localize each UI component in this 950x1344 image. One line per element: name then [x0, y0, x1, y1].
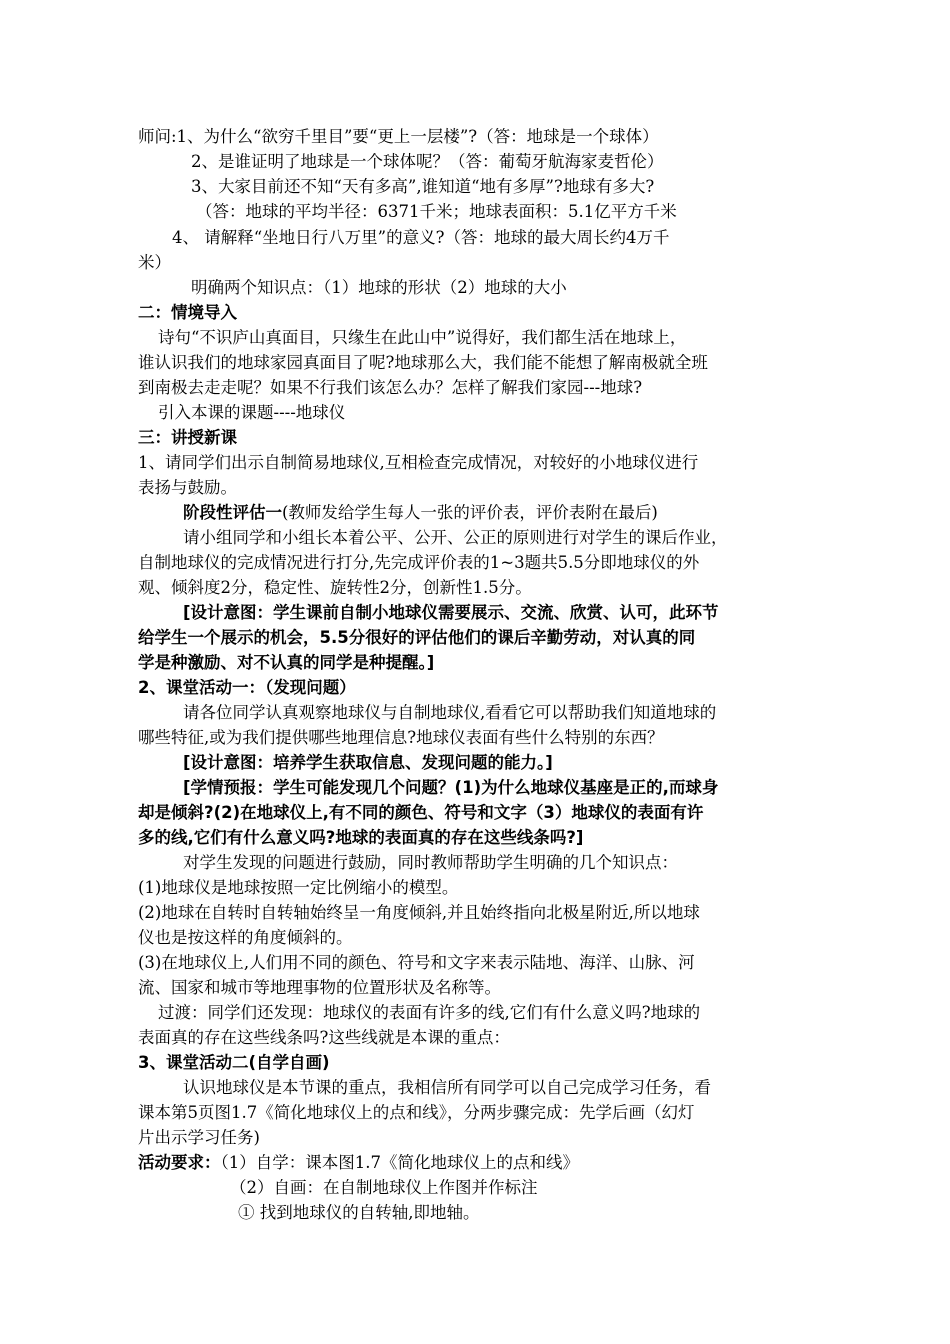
text-line: 请各位同学认真观察地球仪与自制地球仪,看看它可以帮助我们知道地球的	[183, 703, 717, 722]
design-intent: [设计意图：学生课前自制小地球仪需要展示、交流、欣赏、认可，此环节	[183, 603, 719, 622]
text-line: 仪也是按这样的角度倾斜的。	[138, 928, 353, 947]
text-line: 4、 请解释“坐地日行八万里”的意义?（答：地球的最大周长约4万千	[172, 228, 670, 247]
text-line: 2、是谁证明了地球是一个球体呢？（答：葡萄牙航海家麦哲伦）	[191, 152, 664, 171]
activity-step: （1）自学：课本图1.7《简化地球仪上的点和线》	[220, 1153, 579, 1172]
section-heading: 二：情境导入	[138, 303, 237, 322]
text-line: 明确两个知识点：（1）地球的形状（2）地球的大小	[191, 278, 567, 297]
learning-forecast: [学情预报：学生可能发现几个问题？(1)为什么地球仪基座是正的,而球身	[183, 778, 719, 797]
section-heading: 3、课堂活动二(自学自画)	[138, 1053, 330, 1072]
text-line: (2)地球在自转时自转轴始终呈一角度倾斜,并且始终指向北极星附近,所以地球	[138, 903, 700, 922]
text-line: 谁认识我们的地球家园真面目了呢?地球那么大，我们能不能想了解南极就全班	[138, 353, 708, 372]
text-line: (3)在地球仪上,人们用不同的颜色、符号和文字来表示陆地、海洋、山脉、河	[138, 953, 695, 972]
text-line: 引入本课的课题----地球仪	[158, 403, 346, 422]
text-line: 认识地球仪是本节课的重点，我相信所有同学可以自己完成学习任务，看	[183, 1078, 711, 1097]
text-line: 1、请同学们出示自制简易地球仪,互相检查完成情况，对较好的小地球仪进行	[138, 453, 699, 472]
learning-forecast: 却是倾斜?(2)在地球仪上,有不同的颜色、符号和文字（3）地球仪的表面有许	[138, 803, 704, 822]
design-intent: 给学生一个展示的机会，5.5分很好的评估他们的课后辛勤劳动，对认真的同	[138, 628, 696, 647]
section-heading: 2、课堂活动一：（发现问题）	[138, 678, 356, 697]
text-line: 请小组同学和小组长本着公平、公开、公正的原则进行对学生的课后作业，	[183, 528, 728, 547]
stage-evaluation-label: 阶段性评估一	[183, 503, 282, 522]
text-line: 表面真的存在这些线条吗?这些线就是本课的重点：	[138, 1028, 510, 1047]
section-heading: 三：讲授新课	[138, 428, 237, 447]
stage-evaluation-line	[183, 502, 658, 526]
text-line: 观、倾斜度2分，稳定性、旋转性2分，创新性1.5分。	[138, 578, 532, 597]
learning-forecast: 多的线,它们有什么意义吗?地球的表面真的存在这些线条吗?]	[138, 828, 584, 847]
text-line: 米）	[138, 253, 171, 272]
text-line: 片出示学习任务)	[138, 1128, 260, 1147]
text-line: 师问:1、为什么“欲穷千里目”要“更上一层楼”?（答：地球是一个球体）	[138, 127, 659, 146]
activity-step: ① 找到地球仪的自转轴,即地轴。	[238, 1203, 480, 1222]
text-line: 到南极去走走呢？如果不行我们该怎么办？怎样了解我们家园---地球?	[138, 378, 643, 397]
activity-step: （2）自画：在自制地球仪上作图并作标注	[230, 1178, 538, 1197]
text-line: 哪些特征,或为我们提供哪些地理信息?地球仪表面有些什么特别的东西？	[138, 728, 664, 747]
text-line: 课本第5页图1.7《简化地球仪上的点和线》，分两步骤完成：先学后画（幻灯	[138, 1103, 695, 1122]
text-line: 3、大家目前还不知“天有多高”,谁知道“地有多厚”?地球有多大?	[191, 177, 655, 196]
text-line: 对学生发现的问题进行鼓励，同时教师帮助学生明确的几个知识点：	[183, 853, 678, 872]
stage-evaluation-note: (教师发给学生每人一张的评价表，评价表附在最后)	[282, 503, 658, 522]
text-line: 自制地球仪的完成情况进行打分,先完成评价表的1~3题共5.5分即地球仪的外	[138, 553, 700, 572]
activity-requirement-line	[138, 1152, 579, 1176]
design-intent: 学是种激励、对不认真的同学是种提醒。]	[138, 653, 435, 672]
text-line: 流、国家和城市等地理事物的位置形状及名称等。	[138, 978, 501, 997]
text-line: 诗句“不识庐山真面目，只缘生在此山中”说得好，我们都生活在地球上，	[158, 328, 687, 347]
design-intent: [设计意图：培养学生获取信息、发现问题的能力。]	[183, 753, 553, 772]
activity-requirement-label: 活动要求：	[138, 1153, 221, 1172]
text-line: 表扬与鼓励。	[138, 478, 237, 497]
text-line: (1)地球仪是地球按照一定比例缩小的模型。	[138, 878, 459, 897]
text-line: （答：地球的平均半径：6371千米；地球表面积：5.1亿平方千米	[196, 202, 677, 221]
text-line: 过渡：同学们还发现：地球仪的表面有许多的线,它们有什么意义吗?地球的	[158, 1003, 701, 1022]
